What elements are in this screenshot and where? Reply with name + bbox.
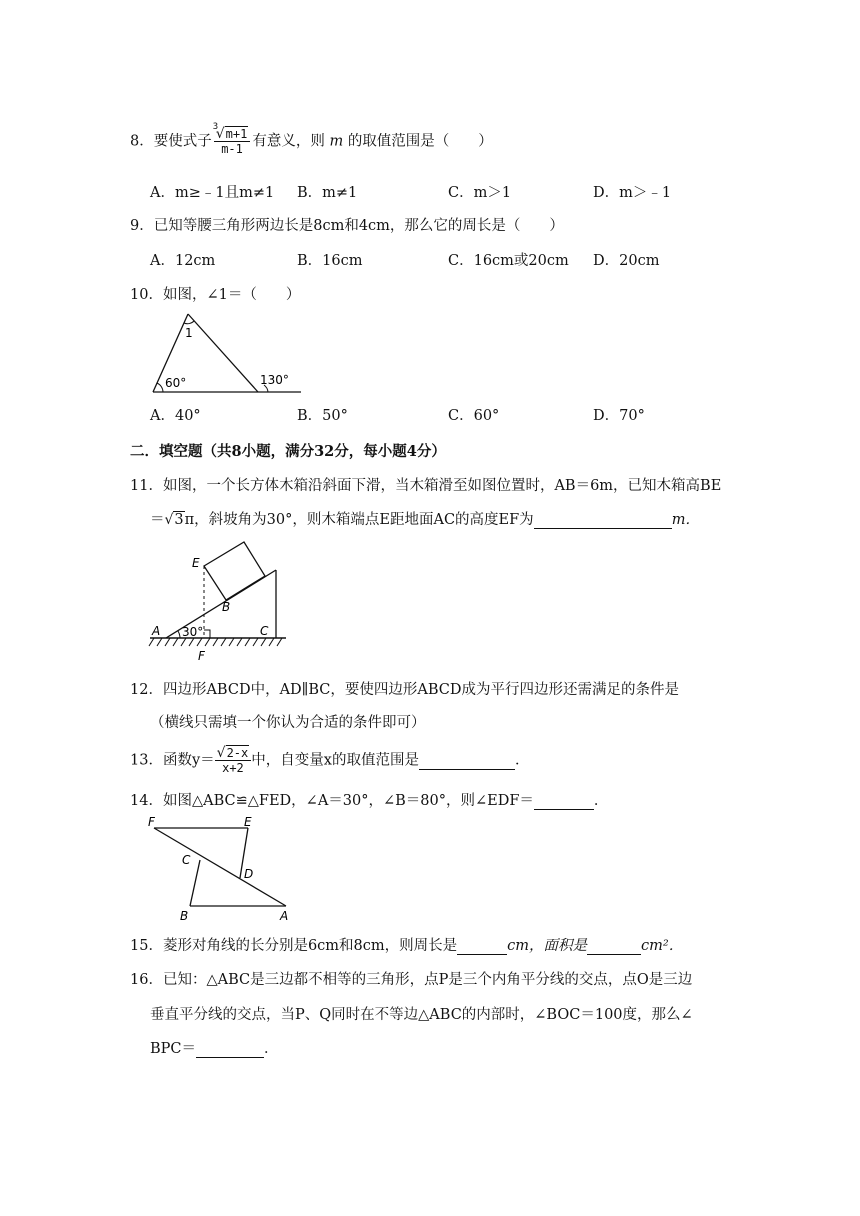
q13-numerator: 2-x xyxy=(226,746,249,760)
q8-var: m xyxy=(329,133,344,150)
q8-numerator: m+1 xyxy=(225,127,248,141)
q10-label-130: 130° xyxy=(260,373,289,387)
q15-stem: 15．菱形对角线的长分别是6cm和8cm，则周长是 cm，面积是 cm²． xyxy=(130,938,684,954)
q8-stem xyxy=(130,122,493,156)
q16-number: 16． xyxy=(130,972,163,988)
q11-angle-arc xyxy=(178,631,180,638)
q10-angle-arc-top xyxy=(184,321,194,324)
q9-text: 已知等腰三角形两边长是8cm和4cm，那么它的周长是（ ） xyxy=(153,218,564,234)
q11-right-angle xyxy=(204,630,210,638)
q14-number: 14． xyxy=(130,793,163,809)
q11-box xyxy=(204,542,265,600)
q13-fraction: $\frac{√2-x}{x+2}$ xyxy=(215,746,252,775)
q13-answer-blank[interactable] xyxy=(419,753,515,770)
q14-label-e: E xyxy=(244,815,252,829)
q16-line1: 16．已知：△ABC是三边都不相等的三角形，点P是三个内角平分线的交点，点O是三边 xyxy=(130,972,693,988)
q8-option-d[interactable]: D．m＞﹣1 xyxy=(593,185,672,201)
q9-option-a[interactable]: A．12cm xyxy=(150,253,216,269)
q14-fa xyxy=(154,828,286,906)
q11-label-f: F xyxy=(198,649,205,662)
q12-number: 12． xyxy=(130,682,163,698)
q8-denominator: m-1 xyxy=(221,142,243,156)
q11-slope-figure xyxy=(146,536,296,662)
q8-fraction xyxy=(212,122,251,156)
q10-option-d[interactable]: D．70° xyxy=(593,408,645,424)
q14-label-d: D xyxy=(244,867,254,881)
q10-label-angle1: 1 xyxy=(185,326,193,340)
q11-label-angle: 30° xyxy=(182,625,204,639)
q14-stem: 14．如图△ABC≌△FED，∠A＝30°，∠B＝80°，则∠EDF＝ ． xyxy=(130,793,609,809)
q10-side-right xyxy=(188,314,258,392)
q10-text: 如图，∠1＝（ ） xyxy=(162,287,301,303)
q9-option-d[interactable]: D．20cm xyxy=(593,253,660,269)
q11-label-c: C xyxy=(260,624,269,638)
q14-label-b: B xyxy=(180,909,189,922)
q10-angle-arc-left xyxy=(157,383,163,392)
q12-line1: 12．四边形ABCD中，AD∥BC，要使四边形ABCD成为平行四边形还需满足的条件是 xyxy=(130,682,679,698)
q16-line2: 垂直平分线的交点，当P、Q同时在不等边△ABC的内部时，∠BOC＝100度，那么∠ xyxy=(150,1007,693,1023)
q16-line3: BPC＝ ． xyxy=(150,1041,279,1057)
q12-line2: （横线只需填一个你认为合适的条件即可） xyxy=(150,715,426,731)
q10-triangle-figure xyxy=(148,308,308,400)
q14-label-f: F xyxy=(148,815,155,829)
q11-line2: ＝√3π，斜坡角为30°，则木箱端点E距地面AC的高度EF为 m． xyxy=(150,512,700,528)
q15-number: 15． xyxy=(130,938,163,954)
q11-ground-hatch xyxy=(149,638,282,646)
q11-number: 11． xyxy=(130,478,163,494)
q16-answer-blank[interactable] xyxy=(196,1041,264,1058)
q8-option-b[interactable]: B．m≠1 xyxy=(297,185,358,201)
q13-number: 13． xyxy=(130,752,163,769)
q8-mid: 有意义，则 xyxy=(252,133,325,150)
q14-congruent-figure xyxy=(146,812,296,922)
q14-label-a: A xyxy=(280,909,289,922)
q9-number: 9． xyxy=(130,218,154,234)
q9-option-b[interactable]: B．16cm xyxy=(297,253,363,269)
q10-stem xyxy=(130,283,300,304)
q8-option-a[interactable]: A．m≥﹣1且m≠1 xyxy=(150,185,275,201)
q11-label-a: A xyxy=(152,624,161,638)
section-2-title: 二．填空题（共8小题，满分32分，每小题4分） xyxy=(130,443,446,460)
q10-number: 10． xyxy=(130,287,163,303)
q14-label-c: C xyxy=(182,853,191,867)
q9-option-c[interactable]: C．16cm或20cm xyxy=(448,253,569,269)
q11-line1: 11．如图，一个长方体木箱沿斜面下滑，当木箱滑至如图位置时，AB＝6m，已知木箱高BE xyxy=(130,478,722,494)
q14-answer-blank[interactable] xyxy=(534,793,594,810)
q11-sqrt: √3 xyxy=(164,512,184,528)
q11-label-e: E xyxy=(192,556,200,570)
q15-area-blank[interactable] xyxy=(587,938,641,955)
q9-stem xyxy=(130,214,564,235)
q13-denominator: x+2 xyxy=(222,761,244,775)
q8-pre: 要使式子 xyxy=(153,133,212,150)
q13-stem: 13．函数y＝ $\frac{√2-x}{x+2}$ 中，自变量x的取值范围是 ． xyxy=(130,745,530,775)
q8-post: 的取值范围是（ ） xyxy=(347,133,493,150)
q11-answer-blank[interactable] xyxy=(534,512,672,529)
q10-option-c[interactable]: C．60° xyxy=(448,408,500,424)
q14-bc xyxy=(190,860,200,906)
q8-cube-root: 3 √m+1 xyxy=(212,122,248,142)
q10-label-60: 60° xyxy=(165,376,187,390)
q11-label-b: B xyxy=(222,600,231,614)
q15-perimeter-blank[interactable] xyxy=(457,938,507,955)
q10-option-b[interactable]: B．50° xyxy=(297,408,348,424)
q10-option-a[interactable]: A．40° xyxy=(150,408,201,424)
q8-number: 8． xyxy=(130,133,154,150)
q8-option-c[interactable]: C．m＞1 xyxy=(448,185,512,201)
